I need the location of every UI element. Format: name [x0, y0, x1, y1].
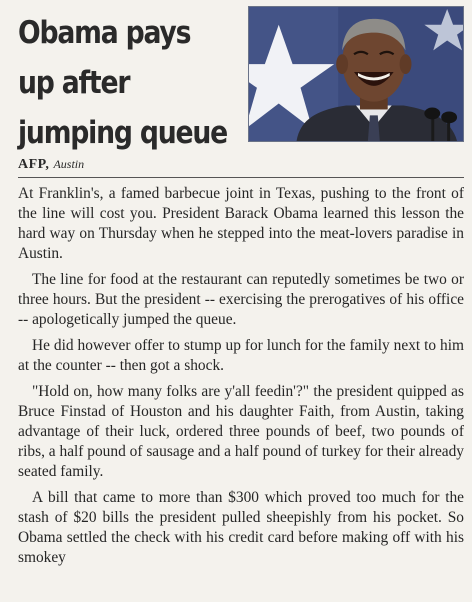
left-ear [336, 54, 348, 74]
article-photo [248, 6, 464, 142]
photo-illustration [249, 7, 463, 141]
paragraph-1: At Franklin's, a famed barbecue joint in Texas, pushing to the front of the line will cost you. President Barack Obama learned this lesson the hard way on Thursday when he stepped into the meat-lovers paradise in Austin. [18, 185, 464, 262]
byline-place: Austin [53, 157, 85, 171]
paragraph-4: "Hold on, how many folks are y'all feedin'?" the president quipped as Bruce Finstad of Houston and his daughter Faith, from Austin, taking advantage of their luck, ordered three pounds of beef, two pounds of ribs, a half pound of sausage and a half pound of turkey for their already seated family. [18, 383, 464, 480]
paragraph-5: A bill that came to more than $300 which proved too much for the stash of $20 bills the president pulled sheepishly from his pocket. So Obama settled the check with his credit card before making off with his smokey [18, 489, 464, 566]
byline-agency: AFP, [18, 157, 50, 172]
tie [368, 115, 380, 141]
headline [18, 8, 228, 158]
paragraph-3: He did however offer to stump up for lunch for the family next to him at the counter -- then got a shock. [18, 337, 464, 374]
byline-divider [18, 177, 464, 178]
headline-line-2: up after [18, 65, 130, 101]
headline-line-3: jumping queue [18, 115, 228, 151]
paragraph-2: The line for food at the restaurant can reputedly sometimes be two or three hours. But the president -- exercising the prerogatives of his office -- apologetically jumped the queue. [18, 271, 464, 328]
right-ear [400, 54, 412, 74]
microphone-left [424, 108, 440, 120]
article-body [18, 184, 464, 574]
headline-line-1: Obama pays [18, 15, 191, 51]
microphone-right [441, 111, 457, 123]
byline [18, 155, 84, 173]
